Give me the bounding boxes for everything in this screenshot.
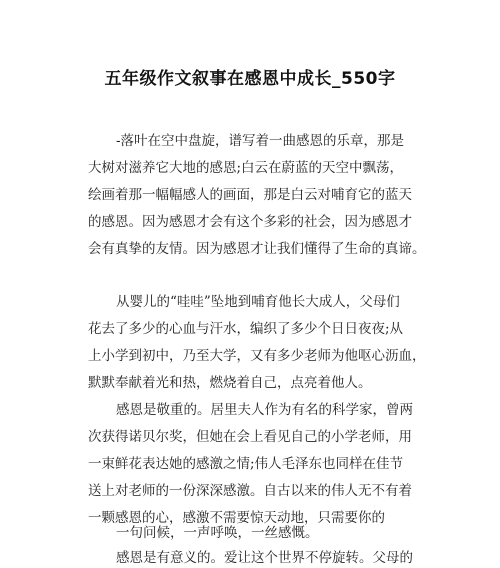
document-title: 五年级作文叙事在感恩中成长_550字 [104,69,396,89]
paragraph-line: 感恩是敬重的。居里夫人作为有名的科学家，曾两 [116,402,413,418]
paragraph-line: 花去了多少的心血与汗水，编织了多少个日日夜夜;从 [88,321,404,337]
paragraph-line: 一颗感恩的心，感激不需要惊天动地，只需要你的 [88,510,385,526]
paragraph-line: 会有真挚的友情。因为感恩才让我们懂得了生命的真谛。 [88,241,426,257]
paragraph-line: 一束鲜花表达她的感激之情;伟人毛泽东也同样在佳节 [88,456,404,472]
paragraph-line: 默默奉献着光和热，燃烧着自己，点亮着他人。 [88,375,372,391]
paragraph-line: 绘画着那一幅幅感人的画面，那是白云对哺育它的蓝天 [88,187,412,203]
paragraph-line: 大树对滋养它大地的感恩;白云在蔚蓝的天空中飘荡， [88,160,404,176]
paragraph-line: -落叶在空中盘旋，谱写着一曲感恩的乐章，那是 [116,133,405,149]
paragraph-line: 从婴儿的“哇哇”坠地到哺育他长大成人，父母们 [116,294,400,310]
paragraph-line: 送上对老师的一份深深感激。自古以来的伟人无不有着 [88,483,412,499]
paragraph-line: 上小学到初中，乃至大学，又有多少老师为他呕心沥血， [88,348,426,364]
paragraph-line: 次获得诺贝尔奖，但她在会上看见自己的小学老师，用 [88,429,412,445]
paragraph-line: 一句问候，一声呼唤，一丝感慨。 [116,525,319,541]
paragraph-line: 的感恩。因为感恩才会有这个多彩的社会，因为感恩才 [88,214,412,230]
paragraph-line: 感恩是有意义的。爱让这个世界不停旋转。父母的 [116,550,413,566]
